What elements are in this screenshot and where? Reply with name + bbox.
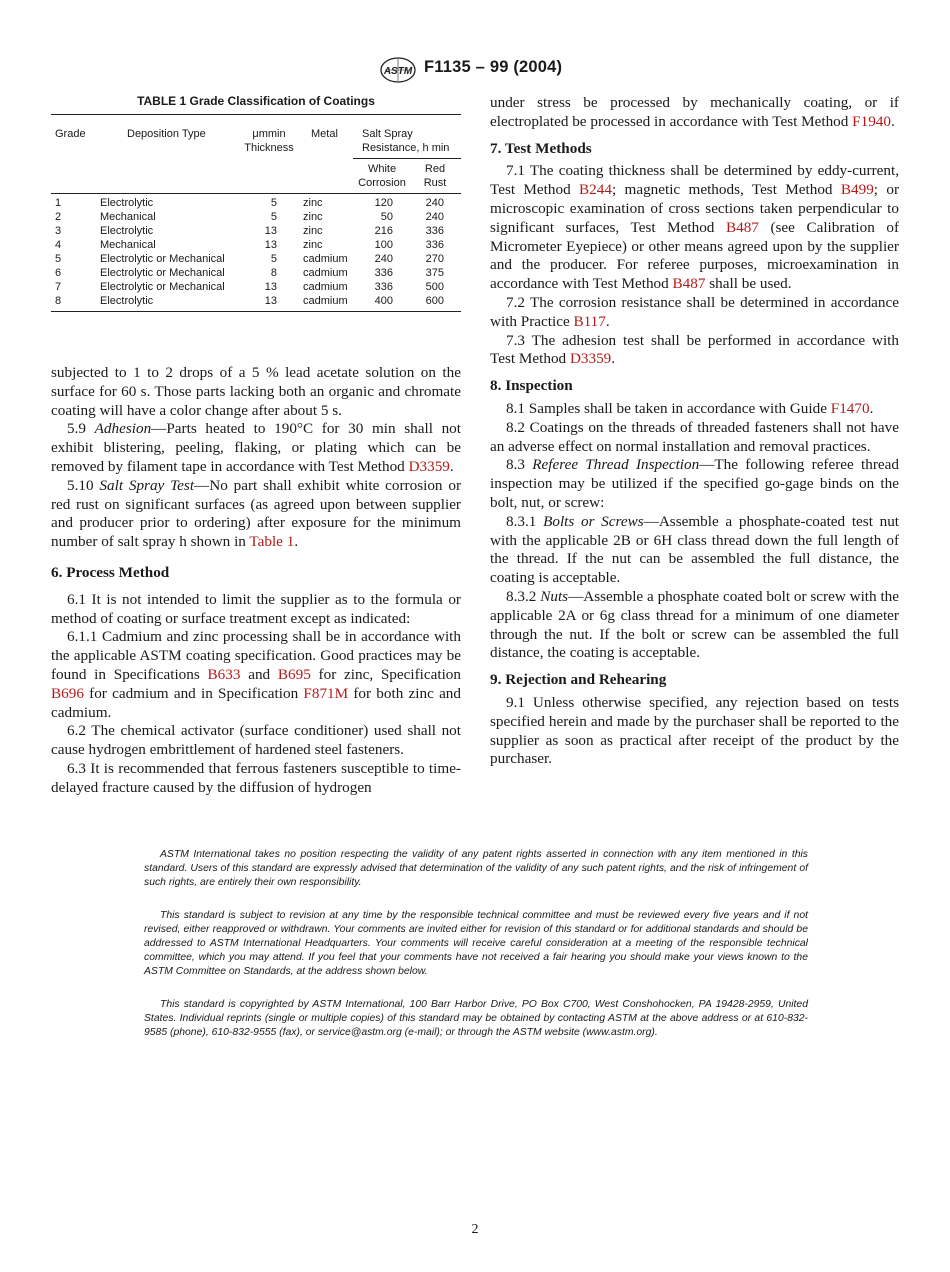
paragraph-5-10: 5.10 Salt Spray Test—No part shall exhibit white corrosion or red rust on significant surfaces (as agreed upon between supplier and producer prior to ordering) after exposure for the minimum number of salt spray h shown in Table 1. <box>51 476 461 551</box>
page-number: 2 <box>471 1222 479 1237</box>
section-heading-9: 9. Rejection and Rehearing <box>490 671 667 689</box>
table-row: 3 Electrolytic 13 zinc 216 336 <box>55 225 444 237</box>
paragraph-8-1: 8.1 Samples shall be taken in accordance with Guide F1470. <box>506 399 874 417</box>
paragraph-7-2: 7.2 The corrosion resistance shall be determined in accordance with Practice B117. <box>490 293 899 330</box>
table-row: 7 Electrolytic or Mechanical 13 cadmium 336 500 <box>55 281 444 293</box>
left-column <box>51 364 461 798</box>
link-b117[interactable]: B117 <box>573 312 606 330</box>
section-heading-6: 6. Process Method <box>51 563 170 581</box>
paragraph-6-3: 6.3 It is recommended that ferrous fasteners susceptible to time-delayed fracture caused by the diffusion of hydrogen <box>51 759 461 796</box>
paragraph-6-1-1: 6.1.1 Cadmium and zinc processing shall be in accordance with the applicable ASTM coating specification. Good practices may be found in Specifications B633 and B695 for zinc, Specification B696 for cadmium and in Specification F871M for both zinc and cadmium. <box>51 628 461 721</box>
link-d3359[interactable]: D3359 <box>408 457 450 475</box>
revision-notice: This standard is subject to revision at any time by the responsible technical committee and must be reviewed every five years and if not revised, either reapproved or withdrawn. Your comments are invited either for revision of this standard or for additional standards and should be addressed to ASTM International Headquarters. Your comments will receive careful consideration at a meeting of the responsible technical committee, which you may attend. If you feel that your comments have not received a fair hearing you should make your views known to the ASTM Committee on Standards, at the address shown below. <box>144 910 808 977</box>
table-row: 5 Electrolytic or Mechanical 5 cadmium 240 270 <box>55 253 444 265</box>
table-row: 1 Electrolytic 5 zinc 120 240 <box>55 197 444 209</box>
paragraph-6-1: 6.1 It is not intended to limit the supplier as to the formula or method of coating or surface treatment except as indicated: <box>51 590 461 627</box>
paragraph-8-3: 8.3 Referee Thread Inspection—The following referee thread inspection may be utilized if the specified go-gage binds on the bolt, nut, or screw: <box>490 456 899 511</box>
paragraph-7-3: 7.3 The adhesion test shall be performed in accordance with Test Method D3359. <box>490 331 899 368</box>
table-row: 2 Mechanical 5 zinc 50 240 <box>55 211 444 223</box>
table-title: TABLE 1 Grade Classification of Coatings <box>137 94 375 108</box>
table-bottom-rule <box>51 311 461 312</box>
link-b633[interactable]: B633 <box>207 665 241 683</box>
link-f1470[interactable]: F1470 <box>830 399 870 417</box>
patent-notice: ASTM International takes no position respecting the validity of any patent rights asserted in connection with any item mentioned in this standard. Users of this standard are expressly advised that determination of the validity of any such patent rights, and the risk of infringement of such rights, are entirely their own responsibility. <box>144 849 808 888</box>
table-row: 8 Electrolytic 13 cadmium 400 600 <box>55 295 444 307</box>
paragraph-6-3-cont: under stress be processed by mechanically coating, or if electroplated be processed in accordance with Test Method F1940. <box>490 94 899 130</box>
section-heading-7: 7. Test Methods <box>490 139 592 157</box>
section-heading-8: 8. Inspection <box>490 377 573 395</box>
col-header-metal: Metal <box>311 128 338 140</box>
table-header-rule <box>51 193 461 194</box>
col-header-red-rust: Red Rust <box>423 163 447 189</box>
link-f871m[interactable]: F871M <box>303 684 349 702</box>
link-b487[interactable]: B487 <box>725 218 759 236</box>
link-b696[interactable]: B696 <box>51 684 84 702</box>
paragraph-7-1: 7.1 The coating thickness shall be determined by eddy-current, Test Method B244; magnetic methods, Test Method B499; or microscopic examination of cross sections taken perpendicular to significant surfaces, Test Method B487 (see Calibration of Micrometer Eyepiece) or other means agreed upon by the supplier and the producer. For referee purposes, microexamination in accordance with Test Method B487 shall be used. <box>490 162 900 293</box>
link-b499[interactable]: B499 <box>840 181 874 199</box>
link-b487-2[interactable]: B487 <box>672 275 706 293</box>
page-header <box>0 56 950 86</box>
col-header-deposition: Deposition Type <box>127 128 206 140</box>
svg-text:ASTM: ASTM <box>383 66 413 77</box>
col-header-thickness: μmmin Thickness <box>244 128 294 154</box>
col-header-white-corrosion: White Corrosion <box>358 163 406 189</box>
table-row: 6 Electrolytic or Mechanical 8 cadmium 336 375 <box>55 267 444 279</box>
col-header-grade: Grade <box>55 128 86 140</box>
paragraph-6-2: 6.2 The chemical activator (surface conditioner) used shall not cause hydrogen embrittlement of hardened steel fasteners. <box>51 722 461 759</box>
link-f1940[interactable]: F1940 <box>852 112 891 130</box>
paragraph-5-8-cont: subjected to 1 to 2 drops of a 5 % lead acetate solution on the surface for 60 s. Those parts lacking both an organic and chromate coating will have a color change after about 5 s. <box>51 364 461 419</box>
right-column <box>490 94 899 769</box>
table-row: 4 Mechanical 13 zinc 100 336 <box>55 239 444 251</box>
link-b244[interactable]: B244 <box>579 181 612 199</box>
paragraph-5-9: 5.9 Adhesion—Parts heated to 190°C for 30 min shall not exhibit blistering, peeling, flaking, or plating which can be removed by filament tape in accordance with Test Method D3359. <box>51 420 461 475</box>
paragraph-9-1: 9.1 Unless otherwise specified, any rejection based on tests specified herein and made by the purchaser shall be reported to the supplier as soon as practical after receipt of the product by the purchaser. <box>490 693 899 768</box>
copyright-notice: This standard is copyrighted by ASTM International, 100 Barr Harbor Drive, PO Box C700, West Conshohocken, PA 19428-2959, United States. Individual reprints (single or multiple copies) of this standard may be obtained by contacting ASTM at the above address or at 610-832-9585 (phone), 610-832-9555 (fax), or service@astm.org (e-mail); or through the ASTM website (www.astm.org). <box>144 999 808 1038</box>
paragraph-8-2: 8.2 Coatings on the threads of threaded fasteners shall not have an adverse effect on normal installation and removal practices. <box>490 418 899 455</box>
link-table-1[interactable]: Table 1 <box>249 533 295 551</box>
table-top-rule <box>51 114 461 115</box>
paragraph-8-3-1: 8.3.1 Bolts or Screws—Assemble a phosphate-coated test nut with the applicable 2B or 6H class thread down the full length of the thread. If the nut can be assembled the full distance, the coating is acceptable. <box>490 512 900 587</box>
document-id: F1135 – 99 (2004) <box>424 58 563 76</box>
paragraph-8-3-2: 8.3.2 Nuts—Assemble a phosphate coated bolt or screw with the applicable 2A or 6g class thread for a minimum of one diameter through the nut. If the bolt or screw can be assembled the full distance, the coating is acceptable. <box>490 587 900 662</box>
table-sub-rule <box>353 158 461 159</box>
astm-logo-icon <box>379 56 417 84</box>
link-b695[interactable]: B695 <box>277 665 311 683</box>
col-header-salt-spray: Salt Spray Resistance, h min <box>362 128 450 154</box>
link-d3359-2[interactable]: D3359 <box>569 350 612 368</box>
